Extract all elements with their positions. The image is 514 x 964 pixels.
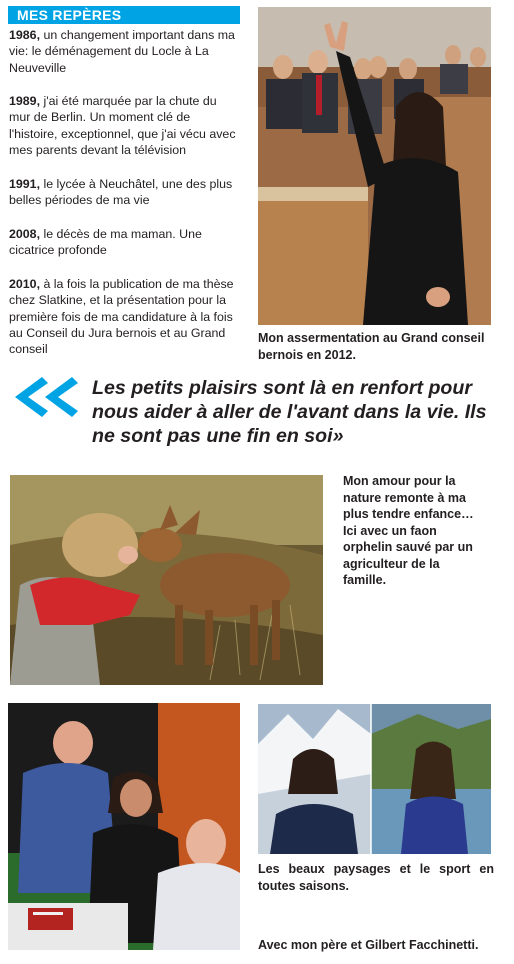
entry-text: à la fois la publication de ma thèse chez Slatkine, et la présentation pour la première fois de ma candidature à la fois au Conseil du Jura bernois et au Grand conseil <box>9 277 234 357</box>
timeline-entry <box>9 27 241 76</box>
photo-paysages-sport <box>258 704 491 854</box>
entry-year: 2008, <box>9 227 41 241</box>
timeline-entry <box>9 176 241 209</box>
timeline-entry <box>9 226 241 259</box>
photo-assermentation <box>258 7 491 325</box>
entry-text: le lycée à Neuchâtel, une des plus belles périodes de ma vie <box>9 177 233 208</box>
entry-year: 2010, <box>9 277 41 291</box>
caption-assermentation: Mon assermentation au Grand conseil bernois en 2012. <box>258 331 485 362</box>
entry-year: 1989, <box>9 94 41 108</box>
photo-faon <box>10 475 323 685</box>
timeline-entry <box>9 93 241 158</box>
pull-quote: Les petits plaisirs sont là en renfort pour nous aider à aller de l'avant dans la vie. Ils ne sont pas une fin en soi» <box>92 377 487 447</box>
timeline-entry <box>9 276 241 357</box>
caption-paysages: Les beaux paysages et le sport en toutes saisons. <box>258 862 494 893</box>
entry-text: un changement important dans ma vie: le déménagement du Locle à La Neuveville <box>9 28 235 75</box>
quote-mark-icon <box>12 374 78 425</box>
photo-pere-facchinetti <box>8 703 240 950</box>
caption-faon: Mon amour pour la nature remonte à ma plus tendre enfance… Ici avec un faon orphelin sauvé par un agriculteur de la famille. <box>343 474 474 587</box>
entry-year: 1991, <box>9 177 41 191</box>
entry-year: 1986, <box>9 28 41 42</box>
entry-text: le décès de ma maman. Une cicatrice profonde <box>9 227 202 258</box>
section-title: MES REPÈRES <box>8 6 240 24</box>
caption-pere: Avec mon père et Gilbert Facchinetti. <box>258 938 479 952</box>
entry-text: j'ai été marquée par la chute du mur de Berlin. Un moment clé de l'histoire, exceptionnel, que j'ai vécu avec mes parents devant la télévision <box>9 94 236 157</box>
